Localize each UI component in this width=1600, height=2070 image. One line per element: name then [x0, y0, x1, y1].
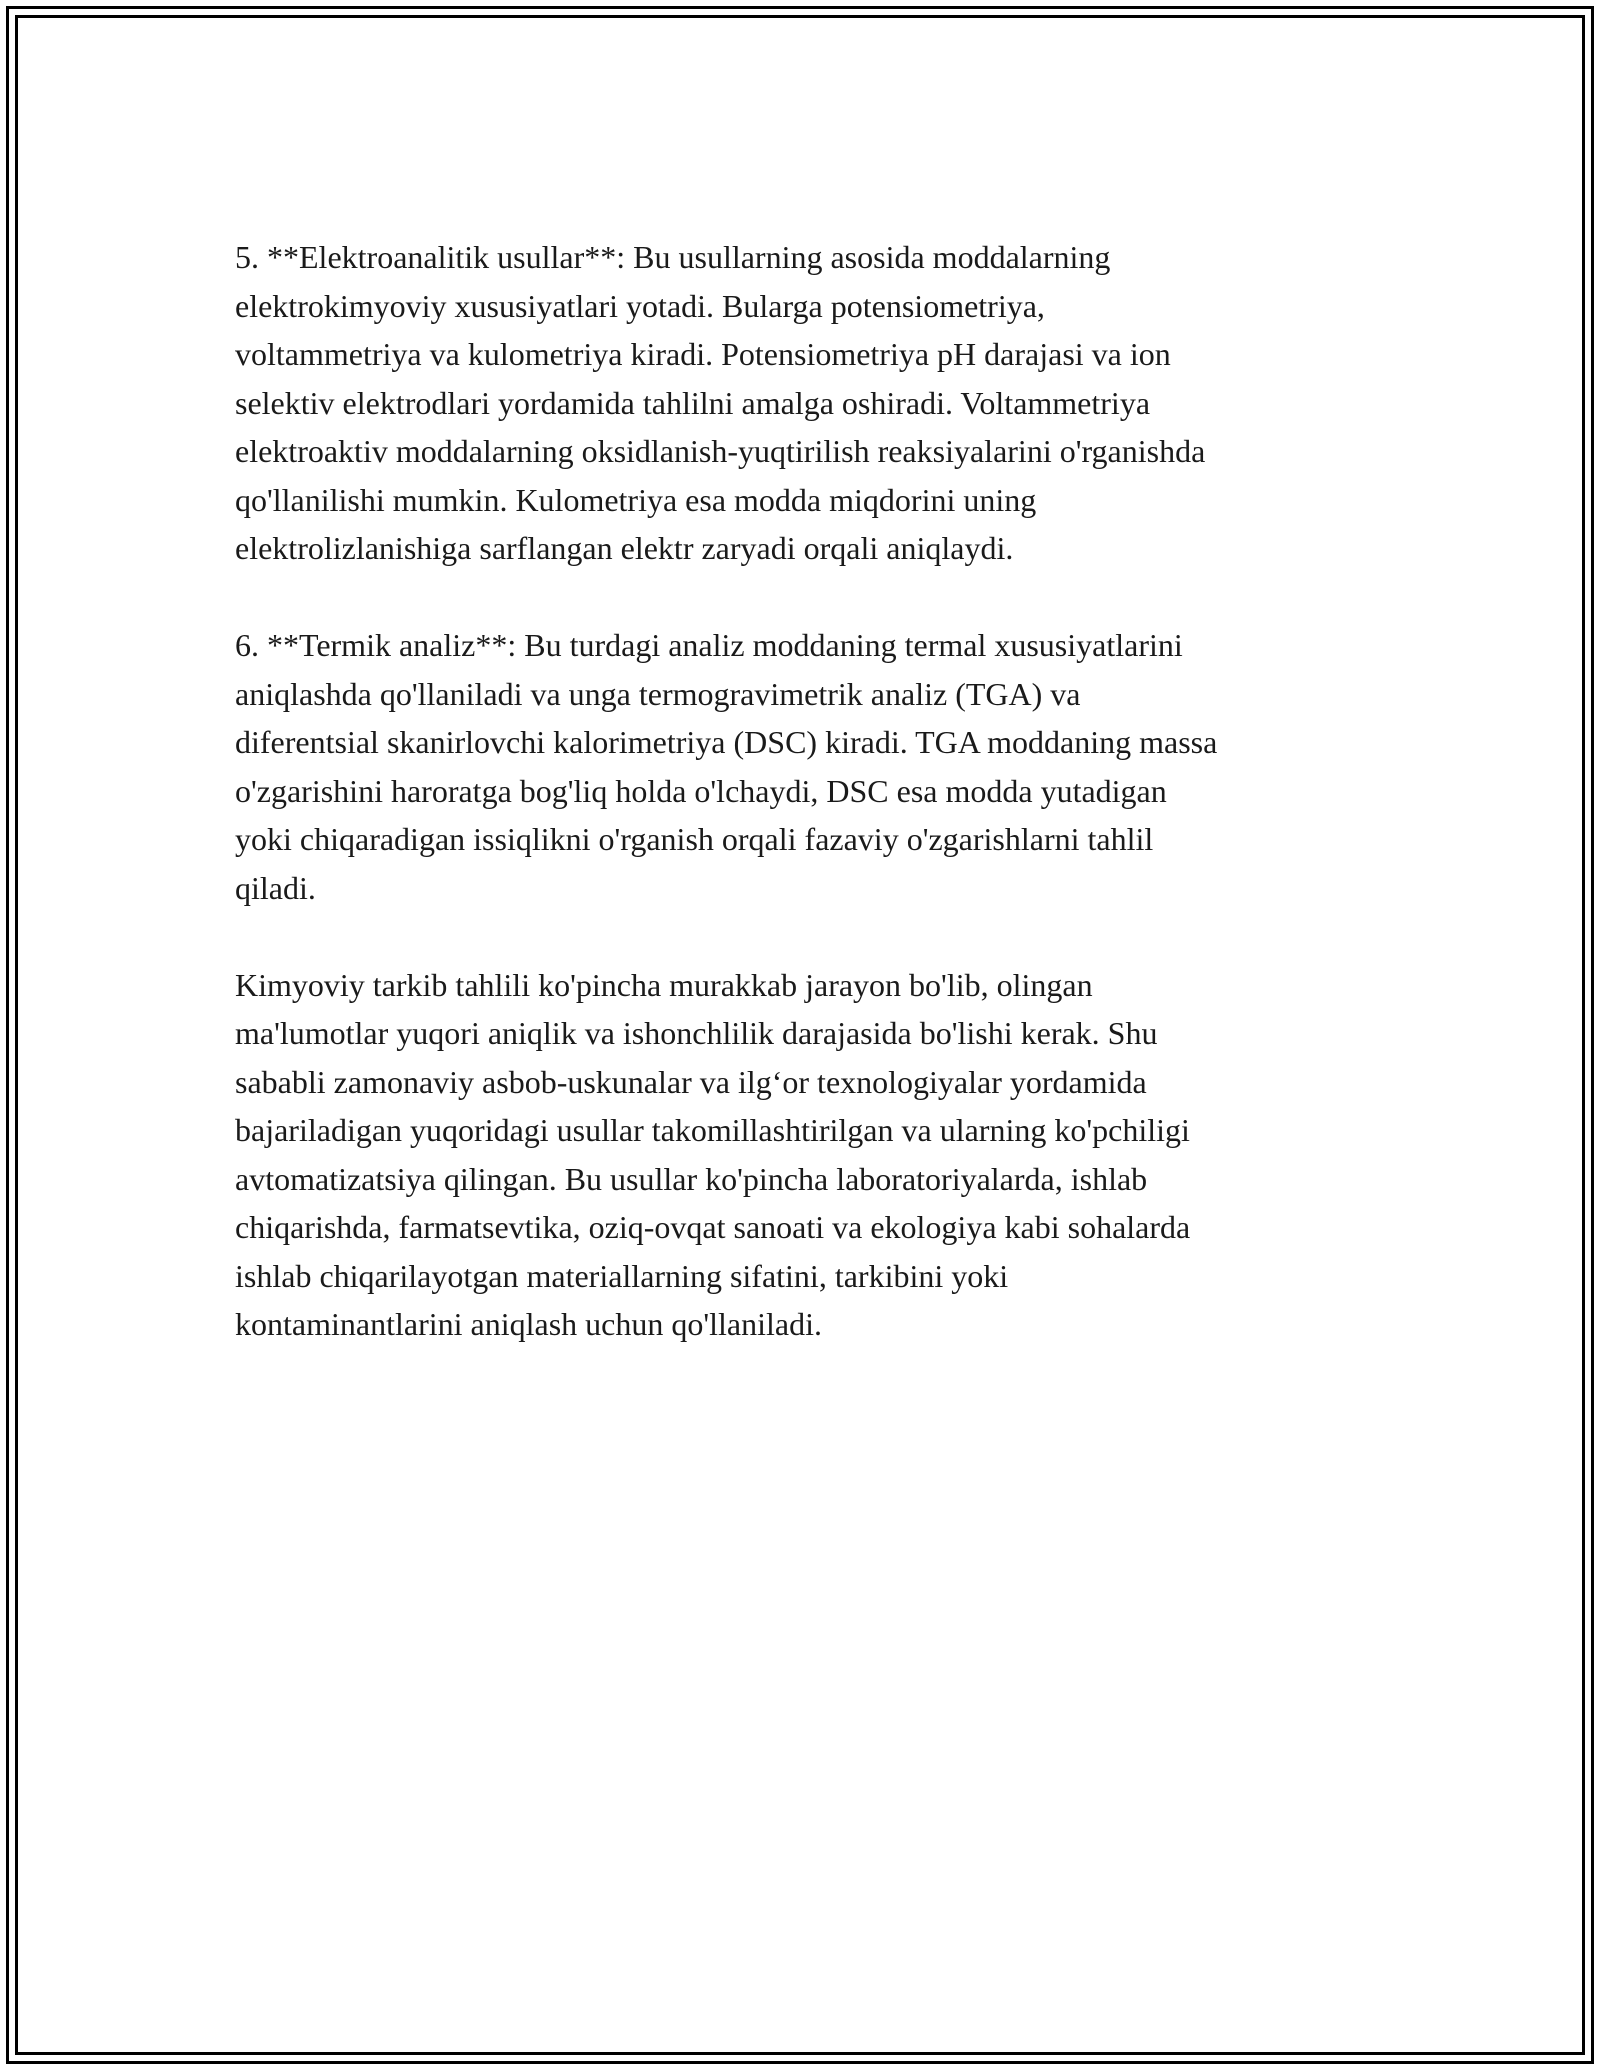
document-body: [235, 233, 1395, 1397]
text-line: sababli zamonaviy asbob-uskunalar va ilg‘or texnologiyalar yordamida: [235, 1063, 1147, 1100]
text-line: chiqarishda, farmatsevtika, oziq-ovqat sanoati va ekologiya kabi sohalarda: [235, 1209, 1191, 1245]
text-line: selektiv elektrodlari yordamida tahlilni amalga oshiradi. Voltammetriya: [235, 384, 1151, 421]
text-line: bajariladigan yuqoridagi usullar takomillashtirilgan va ularning ko'pchiligi: [235, 1112, 1190, 1148]
text-line: qiladi.: [235, 869, 316, 906]
text-line: Kimyoviy tarkib tahlili ko'pincha murakkab jarayon bo'lib, olingan: [235, 966, 1093, 1003]
text-line: ma'lumotlar yuqori aniqlik va ishonchlilik darajasida bo'lishi kerak. Shu: [235, 1015, 1158, 1051]
paragraph-electroanalytic-methods: [235, 233, 1395, 573]
text-line: diferentsial skanirlovchi kalorimetriya (DSC) kiradi. TGA moddaning massa: [235, 724, 1218, 760]
text-line: elektrokimyoviy xususiyatlari yotadi. Bularga potensiometriya,: [235, 287, 1045, 324]
text-line: elektrolizlanishiga sarflangan elektr zaryadi orqali aniqlaydi.: [235, 530, 1014, 566]
text-line: voltammetriya va kulometriya kiradi. Potensiometriya pH darajasi va ion: [235, 336, 1171, 372]
text-line: aniqlashda qo'llaniladi va unga termogravimetrik analiz (TGA) va: [235, 675, 1081, 712]
text-line: elektroaktiv moddalarning oksidlanish-yuqtirilish reaksiyalarini o'rganishda: [235, 433, 1206, 469]
paragraph-thermal-analysis: [235, 621, 1395, 912]
text-line: qo'llanilishi mumkin. Kulometriya esa modda miqdorini uning: [235, 481, 1037, 518]
text-line: 6. **Termik analiz**: Bu turdagi analiz moddaning termal xususiyatlarini: [235, 627, 1183, 663]
text-line: ishlab chiqarilayotgan materiallarning sifatini, tarkibini yoki: [235, 1257, 1009, 1294]
paragraph-conclusion: [235, 961, 1395, 1349]
text-line: 5. **Elektroanalitik usullar**: Bu usullarning asosida moddalarning: [235, 239, 1111, 275]
text-line: yoki chiqaradigan issiqlikni o'rganish orqali fazaviy o'zgarishlarni tahlil: [235, 821, 1154, 857]
text-line: o'zgarishini haroratga bog'liq holda o'lchaydi, DSC esa modda yutadigan: [235, 772, 1167, 809]
text-line: avtomatizatsiya qilingan. Bu usullar ko'pincha laboratoriyalarda, ishlab: [235, 1160, 1148, 1197]
text-line: kontaminantlarini aniqlash uchun qo'llaniladi.: [235, 1306, 822, 1342]
